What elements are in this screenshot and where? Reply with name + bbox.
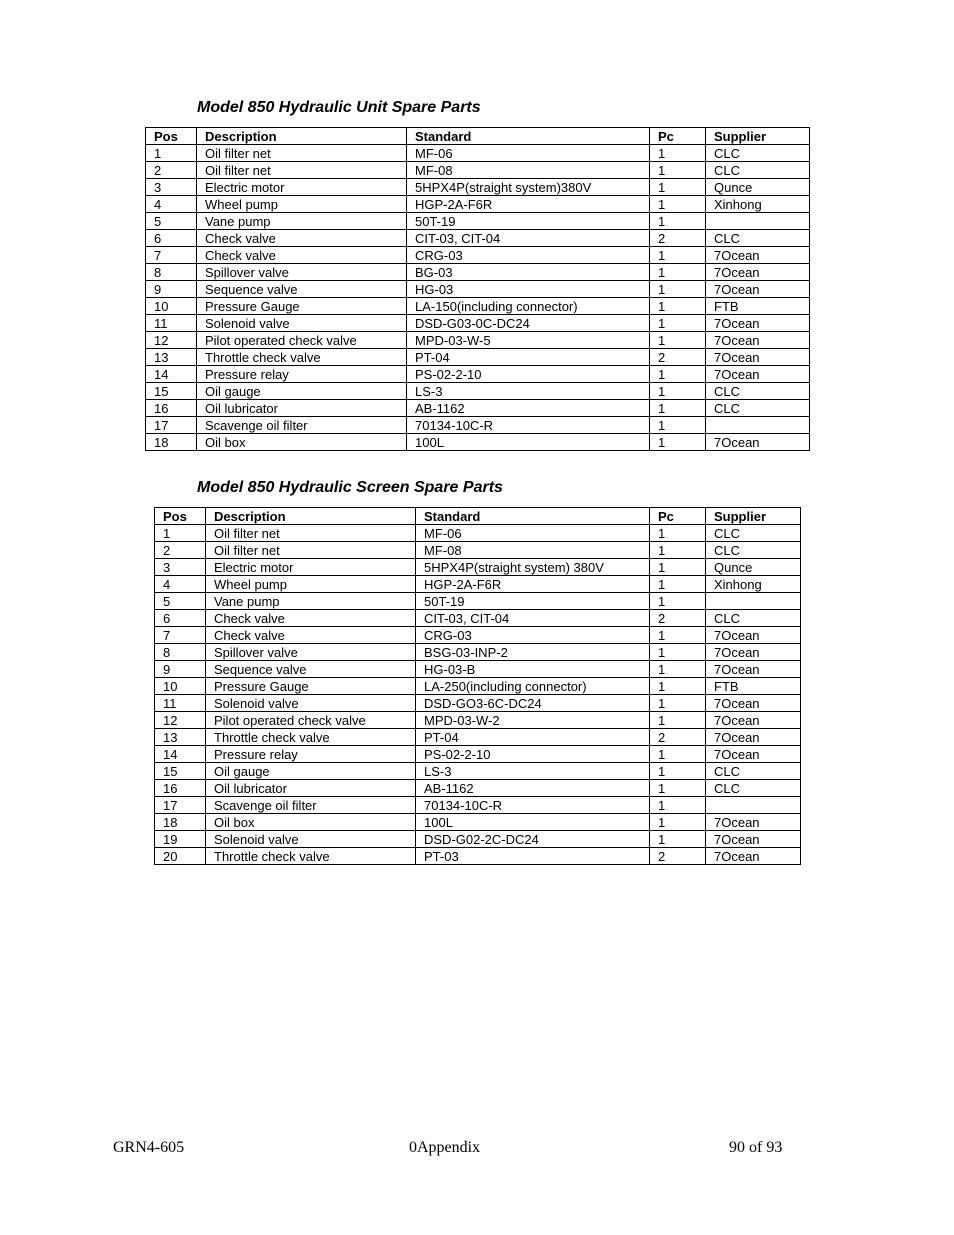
- cell-standard: CRG-03: [407, 247, 650, 264]
- cell-standard: 50T-19: [416, 593, 650, 610]
- cell-pc: 1: [650, 746, 706, 763]
- cell-supplier: 7Ocean: [706, 695, 801, 712]
- cell-pc: 1: [650, 298, 706, 315]
- header-description: Description: [206, 508, 416, 525]
- cell-pc: 1: [650, 576, 706, 593]
- cell-pos: 17: [155, 797, 206, 814]
- cell-supplier: 7Ocean: [706, 729, 801, 746]
- cell-pos: 5: [146, 213, 197, 230]
- table-row: [155, 695, 801, 712]
- cell-supplier: [706, 797, 801, 814]
- table-row: [155, 542, 801, 559]
- cell-pc: 2: [650, 349, 706, 366]
- cell-pc: 1: [650, 434, 706, 451]
- cell-description: Electric motor: [206, 559, 416, 576]
- cell-description: Sequence valve: [206, 661, 416, 678]
- cell-supplier: 7Ocean: [706, 264, 810, 281]
- cell-pc: 1: [650, 196, 706, 213]
- cell-pos: 10: [146, 298, 197, 315]
- cell-description: Pressure Gauge: [197, 298, 407, 315]
- cell-standard: 5HPX4P(straight system) 380V: [416, 559, 650, 576]
- cell-description: Solenoid valve: [206, 831, 416, 848]
- cell-pos: 15: [146, 383, 197, 400]
- cell-supplier: CLC: [706, 763, 801, 780]
- cell-supplier: 7Ocean: [706, 831, 801, 848]
- cell-supplier: 7Ocean: [706, 627, 801, 644]
- table-row: [155, 559, 801, 576]
- cell-standard: MPD-03-W-2: [416, 712, 650, 729]
- cell-pos: 20: [155, 848, 206, 865]
- cell-pos: 13: [155, 729, 206, 746]
- cell-standard: MPD-03-W-5: [407, 332, 650, 349]
- cell-pc: 2: [650, 610, 706, 627]
- cell-description: Sequence valve: [197, 281, 407, 298]
- table-row: [155, 746, 801, 763]
- cell-pc: 1: [650, 213, 706, 230]
- table-row: [155, 831, 801, 848]
- cell-pc: 1: [650, 814, 706, 831]
- cell-supplier: CLC: [706, 230, 810, 247]
- cell-supplier: [706, 213, 810, 230]
- cell-pos: 9: [155, 661, 206, 678]
- unit-parts-table: [145, 127, 810, 451]
- cell-description: Wheel pump: [206, 576, 416, 593]
- table-row: [146, 247, 810, 264]
- cell-description: Check valve: [206, 610, 416, 627]
- screen-parts-table: [154, 507, 801, 865]
- cell-pos: 1: [146, 145, 197, 162]
- cell-description: Oil filter net: [197, 162, 407, 179]
- cell-pos: 18: [146, 434, 197, 451]
- cell-pc: 1: [650, 763, 706, 780]
- cell-pos: 11: [146, 315, 197, 332]
- cell-pos: 19: [155, 831, 206, 848]
- cell-standard: HG-03: [407, 281, 650, 298]
- cell-description: Wheel pump: [197, 196, 407, 213]
- cell-standard: PT-03: [416, 848, 650, 865]
- cell-pc: 1: [650, 695, 706, 712]
- cell-pos: 10: [155, 678, 206, 695]
- cell-pc: 1: [650, 179, 706, 196]
- cell-description: Check valve: [197, 230, 407, 247]
- cell-supplier: [706, 593, 801, 610]
- cell-supplier: Xinhong: [706, 196, 810, 213]
- cell-pos: 12: [155, 712, 206, 729]
- table-row: [155, 610, 801, 627]
- cell-standard: 70134-10C-R: [407, 417, 650, 434]
- cell-pos: 1: [155, 525, 206, 542]
- header-standard: Standard: [407, 128, 650, 145]
- table-row: [146, 179, 810, 196]
- cell-description: Oil gauge: [197, 383, 407, 400]
- table-row: [155, 729, 801, 746]
- cell-supplier: 7Ocean: [706, 247, 810, 264]
- cell-standard: 50T-19: [407, 213, 650, 230]
- cell-pc: 1: [650, 525, 706, 542]
- cell-pos: 3: [146, 179, 197, 196]
- cell-pc: 1: [650, 627, 706, 644]
- cell-standard: PT-04: [416, 729, 650, 746]
- table-header-row: [155, 508, 801, 525]
- table-row: [146, 213, 810, 230]
- cell-pos: 16: [146, 400, 197, 417]
- table-row: [155, 627, 801, 644]
- table-row: [146, 162, 810, 179]
- cell-supplier: 7Ocean: [706, 434, 810, 451]
- cell-pc: 1: [650, 264, 706, 281]
- cell-supplier: 7Ocean: [706, 746, 801, 763]
- header-pc: Pc: [650, 508, 706, 525]
- table-header-row: [146, 128, 810, 145]
- cell-standard: 5HPX4P(straight system)380V: [407, 179, 650, 196]
- cell-supplier: FTB: [706, 678, 801, 695]
- cell-pc: 1: [650, 712, 706, 729]
- cell-supplier: CLC: [706, 525, 801, 542]
- table-row: [155, 525, 801, 542]
- cell-supplier: 7Ocean: [706, 332, 810, 349]
- table-row: [146, 332, 810, 349]
- cell-pc: 1: [650, 145, 706, 162]
- header-pos: Pos: [155, 508, 206, 525]
- cell-description: Oil box: [206, 814, 416, 831]
- cell-pos: 15: [155, 763, 206, 780]
- cell-pc: 2: [650, 729, 706, 746]
- cell-supplier: Qunce: [706, 559, 801, 576]
- cell-supplier: CLC: [706, 542, 801, 559]
- cell-pc: 1: [650, 780, 706, 797]
- table-row: [155, 712, 801, 729]
- table-row: [146, 145, 810, 162]
- unit-parts-title: Model 850 Hydraulic Unit Spare Parts: [197, 99, 481, 116]
- cell-description: Oil filter net: [206, 525, 416, 542]
- cell-standard: MF-06: [407, 145, 650, 162]
- cell-standard: DSD-GO3-6C-DC24: [416, 695, 650, 712]
- cell-pos: 8: [155, 644, 206, 661]
- table-row: [146, 383, 810, 400]
- cell-description: Oil lubricator: [206, 780, 416, 797]
- table-row: [155, 644, 801, 661]
- cell-pos: 14: [146, 366, 197, 383]
- screen-parts-title: Model 850 Hydraulic Screen Spare Parts: [197, 479, 503, 496]
- cell-pc: 1: [650, 593, 706, 610]
- cell-pos: 8: [146, 264, 197, 281]
- cell-standard: MF-08: [416, 542, 650, 559]
- cell-standard: CIT-03, CIT-04: [407, 230, 650, 247]
- cell-supplier: 7Ocean: [706, 366, 810, 383]
- table-row: [155, 780, 801, 797]
- cell-pos: 7: [146, 247, 197, 264]
- cell-standard: MF-08: [407, 162, 650, 179]
- cell-pc: 1: [650, 162, 706, 179]
- table-row: [155, 797, 801, 814]
- cell-pc: 1: [650, 797, 706, 814]
- cell-pos: 14: [155, 746, 206, 763]
- table-row: [146, 281, 810, 298]
- cell-pc: 1: [650, 383, 706, 400]
- cell-pc: 1: [650, 831, 706, 848]
- cell-pos: 16: [155, 780, 206, 797]
- header-pc: Pc: [650, 128, 706, 145]
- cell-pc: 1: [650, 281, 706, 298]
- table-row: [146, 196, 810, 213]
- cell-standard: 100L: [416, 814, 650, 831]
- cell-pos: 6: [146, 230, 197, 247]
- header-pos: Pos: [146, 128, 197, 145]
- cell-supplier: CLC: [706, 145, 810, 162]
- cell-pos: 4: [155, 576, 206, 593]
- cell-pc: 1: [650, 559, 706, 576]
- cell-description: Pressure relay: [206, 746, 416, 763]
- cell-description: Vane pump: [197, 213, 407, 230]
- cell-description: Throttle check valve: [197, 349, 407, 366]
- cell-pc: 1: [650, 644, 706, 661]
- cell-pc: 1: [650, 400, 706, 417]
- cell-standard: LA-150(including connector): [407, 298, 650, 315]
- cell-description: Scavenge oil filter: [206, 797, 416, 814]
- cell-supplier: 7Ocean: [706, 712, 801, 729]
- cell-standard: LS-3: [407, 383, 650, 400]
- cell-pc: 2: [650, 848, 706, 865]
- header-description: Description: [197, 128, 407, 145]
- cell-description: Vane pump: [206, 593, 416, 610]
- cell-pc: 1: [650, 247, 706, 264]
- cell-description: Oil lubricator: [197, 400, 407, 417]
- cell-supplier: FTB: [706, 298, 810, 315]
- footer-page-number: 90 of 93: [729, 1139, 783, 1156]
- cell-supplier: Xinhong: [706, 576, 801, 593]
- cell-supplier: CLC: [706, 162, 810, 179]
- table-row: [155, 576, 801, 593]
- table-row: [146, 315, 810, 332]
- cell-standard: HGP-2A-F6R: [416, 576, 650, 593]
- cell-supplier: CLC: [706, 780, 801, 797]
- cell-pc: 2: [650, 230, 706, 247]
- cell-supplier: 7Ocean: [706, 661, 801, 678]
- table-row: [146, 366, 810, 383]
- table-row: [155, 661, 801, 678]
- cell-description: Pressure Gauge: [206, 678, 416, 695]
- cell-standard: PS-02-2-10: [416, 746, 650, 763]
- cell-pc: 1: [650, 315, 706, 332]
- cell-pc: 1: [650, 417, 706, 434]
- table-row: [146, 298, 810, 315]
- cell-standard: AB-1162: [416, 780, 650, 797]
- cell-standard: AB-1162: [407, 400, 650, 417]
- table-row: [146, 400, 810, 417]
- cell-standard: BSG-03-INP-2: [416, 644, 650, 661]
- cell-description: Oil filter net: [206, 542, 416, 559]
- cell-pc: 1: [650, 661, 706, 678]
- cell-pos: 7: [155, 627, 206, 644]
- cell-supplier: 7Ocean: [706, 848, 801, 865]
- cell-standard: BG-03: [407, 264, 650, 281]
- header-supplier: Supplier: [706, 128, 810, 145]
- table-row: [155, 763, 801, 780]
- cell-description: Throttle check valve: [206, 729, 416, 746]
- cell-standard: 100L: [407, 434, 650, 451]
- table-row: [155, 848, 801, 865]
- cell-description: Electric motor: [197, 179, 407, 196]
- table-row: [155, 814, 801, 831]
- cell-pos: 17: [146, 417, 197, 434]
- cell-standard: PS-02-2-10: [407, 366, 650, 383]
- cell-standard: LA-250(including connector): [416, 678, 650, 695]
- cell-standard: PT-04: [407, 349, 650, 366]
- cell-supplier: CLC: [706, 400, 810, 417]
- header-standard: Standard: [416, 508, 650, 525]
- cell-pc: 1: [650, 678, 706, 695]
- cell-description: Pilot operated check valve: [206, 712, 416, 729]
- cell-description: Spillover valve: [206, 644, 416, 661]
- cell-supplier: 7Ocean: [706, 349, 810, 366]
- cell-standard: MF-06: [416, 525, 650, 542]
- cell-standard: LS-3: [416, 763, 650, 780]
- cell-pos: 5: [155, 593, 206, 610]
- cell-standard: DSD-G02-2C-DC24: [416, 831, 650, 848]
- footer-doc-id: GRN4-605: [113, 1139, 185, 1156]
- cell-pos: 12: [146, 332, 197, 349]
- cell-standard: 70134-10C-R: [416, 797, 650, 814]
- cell-supplier: [706, 417, 810, 434]
- cell-standard: CRG-03: [416, 627, 650, 644]
- header-supplier: Supplier: [706, 508, 801, 525]
- cell-standard: HG-03-B: [416, 661, 650, 678]
- cell-description: Pressure relay: [197, 366, 407, 383]
- cell-description: Oil filter net: [197, 145, 407, 162]
- footer-section: 0Appendix: [409, 1139, 481, 1156]
- cell-supplier: 7Ocean: [706, 281, 810, 298]
- table-row: [146, 349, 810, 366]
- cell-standard: HGP-2A-F6R: [407, 196, 650, 213]
- cell-pc: 1: [650, 542, 706, 559]
- cell-description: Scavenge oil filter: [197, 417, 407, 434]
- cell-description: Oil box: [197, 434, 407, 451]
- cell-supplier: 7Ocean: [706, 315, 810, 332]
- cell-description: Pilot operated check valve: [197, 332, 407, 349]
- cell-description: Throttle check valve: [206, 848, 416, 865]
- cell-description: Oil gauge: [206, 763, 416, 780]
- table-row: [146, 417, 810, 434]
- cell-pos: 18: [155, 814, 206, 831]
- cell-description: Spillover valve: [197, 264, 407, 281]
- table-row: [155, 678, 801, 695]
- cell-supplier: Qunce: [706, 179, 810, 196]
- table-row: [146, 264, 810, 281]
- table-row: [146, 230, 810, 247]
- cell-pos: 2: [155, 542, 206, 559]
- cell-supplier: 7Ocean: [706, 644, 801, 661]
- cell-supplier: 7Ocean: [706, 814, 801, 831]
- cell-description: Check valve: [197, 247, 407, 264]
- cell-pos: 6: [155, 610, 206, 627]
- cell-pc: 1: [650, 366, 706, 383]
- cell-description: Solenoid valve: [197, 315, 407, 332]
- cell-pos: 2: [146, 162, 197, 179]
- cell-supplier: CLC: [706, 610, 801, 627]
- cell-pos: 4: [146, 196, 197, 213]
- cell-standard: CIT-03, CIT-04: [416, 610, 650, 627]
- cell-pos: 13: [146, 349, 197, 366]
- cell-standard: DSD-G03-0C-DC24: [407, 315, 650, 332]
- cell-pos: 9: [146, 281, 197, 298]
- table-row: [155, 593, 801, 610]
- cell-description: Solenoid valve: [206, 695, 416, 712]
- table-row: [146, 434, 810, 451]
- cell-pos: 3: [155, 559, 206, 576]
- cell-pos: 11: [155, 695, 206, 712]
- cell-description: Check valve: [206, 627, 416, 644]
- cell-supplier: CLC: [706, 383, 810, 400]
- cell-pc: 1: [650, 332, 706, 349]
